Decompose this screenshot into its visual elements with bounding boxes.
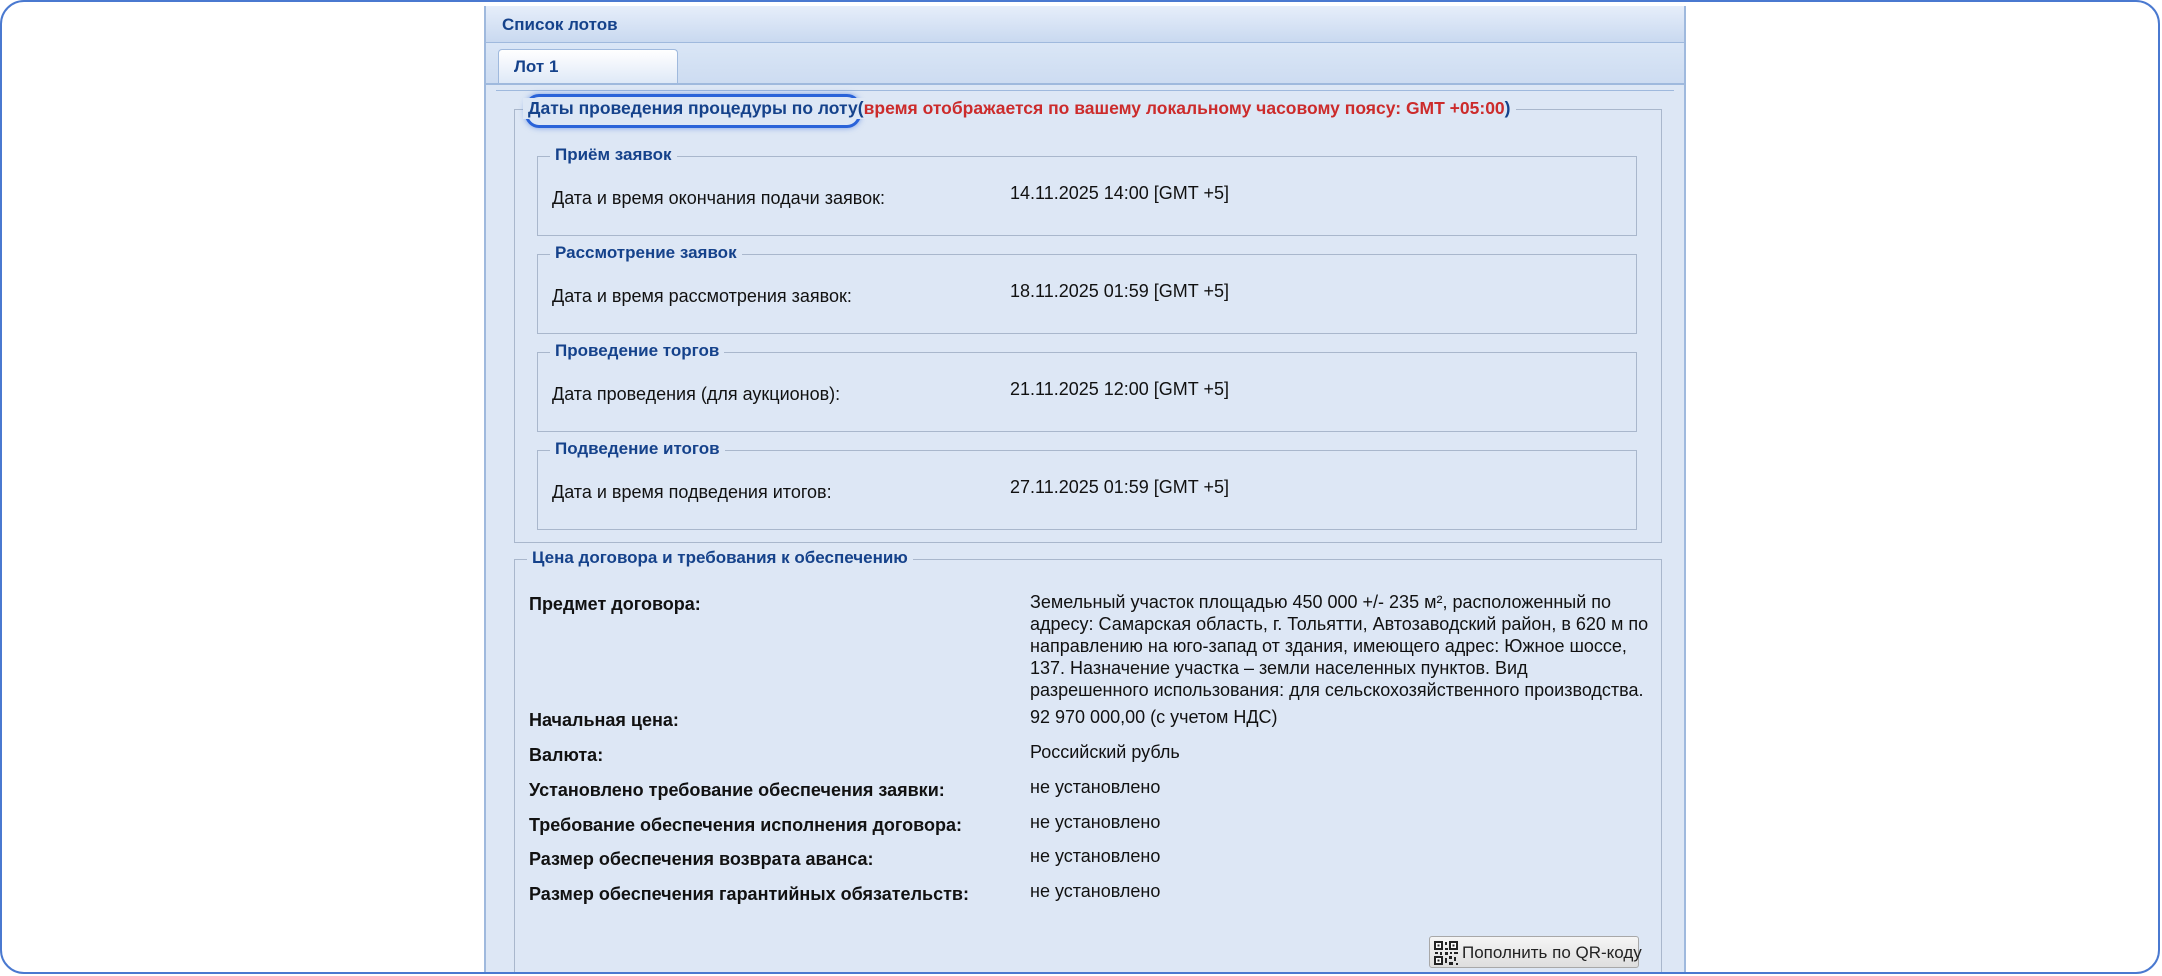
tab-divider xyxy=(496,90,1674,91)
auction-fieldset xyxy=(537,341,1637,432)
auction-date-value: 21.11.2025 12:00 [GMT +5] xyxy=(1010,379,1229,399)
auction-legend: Проведение торгов xyxy=(550,341,724,361)
lot-panel xyxy=(484,6,1686,974)
bid-security-value: не установлено xyxy=(1030,777,1161,797)
bid-review-legend: Рассмотрение заявок xyxy=(550,243,742,263)
bid-review-label: Дата и время рассмотрения заявок: xyxy=(552,286,852,306)
warranty-security-value: не установлено xyxy=(1030,881,1161,901)
procedure-dates-title: Даты проведения процедуры по лоту xyxy=(528,98,858,118)
results-legend: Подведение итогов xyxy=(550,439,725,459)
procedure-dates-fieldset xyxy=(514,98,1662,543)
currency-value: Российский рубль xyxy=(1030,742,1180,762)
contract-price-fieldset xyxy=(514,548,1662,974)
contract-security-label: Требование обеспечения исполнения договора: xyxy=(529,815,962,835)
contract-subject-label: Предмет договора: xyxy=(529,594,701,614)
results-label: Дата и время подведения итогов: xyxy=(552,482,832,502)
results-fieldset xyxy=(537,439,1637,530)
lot-tabbar xyxy=(486,43,1684,85)
procedure-dates-legend[interactable] xyxy=(523,98,1516,119)
legend-paren-close: ) xyxy=(1504,98,1511,118)
advance-security-value: не установлено xyxy=(1030,846,1161,866)
bid-security-label: Установлено требование обеспечения заявки: xyxy=(529,780,945,800)
qr-topup-label: Пополнить по QR-коду xyxy=(1462,943,1642,962)
bid-end-label: Дата и время окончания подачи заявок: xyxy=(552,188,885,208)
advance-security-label: Размер обеспечения возврата аванса: xyxy=(529,849,874,869)
bid-end-value: 14.11.2025 14:00 [GMT +5] xyxy=(1010,183,1229,203)
auction-date-label: Дата проведения (для аукционов): xyxy=(552,384,841,404)
results-value: 27.11.2025 01:59 [GMT +5] xyxy=(1010,477,1229,497)
warranty-security-label: Размер обеспечения гарантийных обязательств: xyxy=(529,884,969,904)
tab-lot-1-label: Лот 1 xyxy=(514,57,559,76)
contract-subject-value: Земельный участок площадью 450 000 +/- 235 м², расположенный по адресу: Самарская область, г. Тольятти, Автозаводский район, в 620 м по направлению на юго-запад от здания, имеющего адрес: Южное шоссе, 137. Назначение участка – земли населенных пунктов. Вид разрешенного использования: для сельскохозяйственного производства. xyxy=(1030,592,1649,700)
panel-title: Список лотов xyxy=(502,15,618,34)
start-price-label: Начальная цена: xyxy=(529,710,679,730)
bid-acceptance-legend: Приём заявок xyxy=(550,145,677,165)
currency-label: Валюта: xyxy=(529,745,604,765)
qr-code-icon xyxy=(1433,940,1459,966)
qr-topup-button[interactable] xyxy=(1429,936,1642,968)
bid-review-value: 18.11.2025 01:59 [GMT +5] xyxy=(1010,281,1229,301)
panel-header xyxy=(486,6,1684,43)
legend-paren-open: ( xyxy=(857,98,864,118)
bid-review-fieldset xyxy=(537,243,1637,334)
timezone-note: время отображается по вашему локальному часовому поясу: GMT +05:00 xyxy=(863,98,1505,118)
start-price-value: 92 970 000,00 (с учетом НДС) xyxy=(1030,707,1278,727)
contract-security-value: не установлено xyxy=(1030,812,1161,832)
contract-price-legend: Цена договора и требования к обеспечению xyxy=(527,548,913,568)
tab-lot-1[interactable] xyxy=(498,49,678,83)
bid-acceptance-fieldset xyxy=(537,145,1637,236)
